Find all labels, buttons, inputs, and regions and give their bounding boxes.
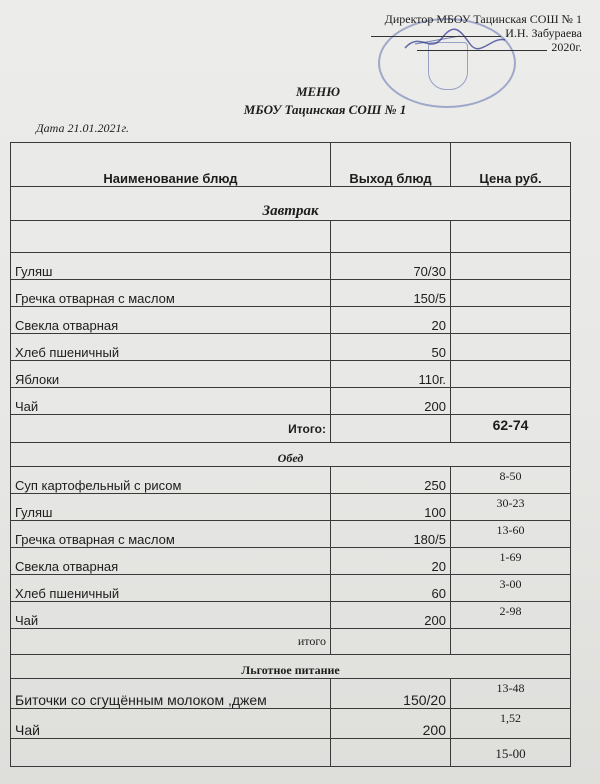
section-benefit-row — [11, 655, 571, 679]
benefit-sum-value: 15-00 — [451, 739, 571, 767]
table-row — [11, 602, 571, 629]
section-lunch-title: Обед — [11, 443, 571, 467]
dish-name: Хлеб пшеничный — [11, 334, 331, 361]
lunch-total-row — [11, 629, 571, 655]
dish-portion: 150/20 — [331, 679, 451, 709]
menu-table — [10, 142, 571, 767]
table-row — [11, 679, 571, 709]
breakfast-total-label: Итого: — [11, 415, 331, 443]
menu-header — [0, 84, 600, 118]
dish-portion: 110г. — [331, 361, 451, 388]
dish-price — [451, 361, 571, 388]
cell — [331, 221, 451, 253]
breakfast-total-value: 62-74 — [451, 415, 571, 443]
cell — [331, 415, 451, 443]
table-header-row — [11, 143, 571, 187]
col-header-portion: Выход блюд — [331, 143, 451, 187]
section-breakfast-row — [11, 187, 571, 221]
dish-price: 13-60 — [451, 521, 571, 548]
table-row — [11, 709, 571, 739]
table-row — [11, 388, 571, 415]
dish-name: Свекла отварная — [11, 548, 331, 575]
dish-price: 2-98 — [451, 602, 571, 629]
dish-price — [451, 307, 571, 334]
col-header-name: Наименование блюд — [11, 143, 331, 187]
dish-price: 1-69 — [451, 548, 571, 575]
menu-title: МЕНЮ — [295, 84, 341, 99]
table-row — [11, 334, 571, 361]
table-row — [11, 361, 571, 388]
dish-portion: 200 — [331, 388, 451, 415]
approval-name: И.Н. Забураева — [505, 26, 582, 40]
dish-portion: 180/5 — [331, 521, 451, 548]
approval-block — [332, 12, 582, 54]
table-row — [11, 253, 571, 280]
dish-name: Гуляш — [11, 253, 331, 280]
dish-name: Чай — [11, 388, 331, 415]
lunch-total-label: итого — [11, 629, 331, 655]
dish-name: Биточки со сгущённым молоком ,джем — [11, 679, 331, 709]
dish-name: Чай — [11, 709, 331, 739]
menu-date: Дата 21.01.2021г. — [36, 121, 129, 135]
cell — [331, 739, 451, 767]
cell — [451, 629, 571, 655]
dish-portion: 200 — [331, 709, 451, 739]
dish-portion: 70/30 — [331, 253, 451, 280]
cell — [331, 629, 451, 655]
table-row — [11, 307, 571, 334]
dish-name: Гречка отварная с маслом — [11, 521, 331, 548]
dish-name: Свекла отварная — [11, 307, 331, 334]
cell — [451, 221, 571, 253]
table-row — [11, 575, 571, 602]
dish-name: Гуляш — [11, 494, 331, 521]
dish-name: Яблоки — [11, 361, 331, 388]
dish-price — [451, 334, 571, 361]
benefit-sum-row — [11, 739, 571, 767]
dish-portion: 200 — [331, 602, 451, 629]
table-row — [11, 548, 571, 575]
approval-director: Директор МБОУ Тацинская СОШ № 1 — [384, 12, 582, 26]
dish-portion: 100 — [331, 494, 451, 521]
section-lunch-row — [11, 443, 571, 467]
breakfast-total-row — [11, 415, 571, 443]
dish-price: 3-00 — [451, 575, 571, 602]
spacer-row — [11, 221, 571, 253]
dish-price: 13-48 — [451, 679, 571, 709]
dish-portion: 60 — [331, 575, 451, 602]
signature-blank — [371, 36, 501, 37]
col-header-price: Цена руб. — [451, 143, 571, 187]
dish-price: 8-50 — [451, 467, 571, 494]
dish-name: Суп картофельный с рисом — [11, 467, 331, 494]
approval-year: 2020г. — [551, 40, 582, 54]
dish-portion: 150/5 — [331, 280, 451, 307]
approval-name-line — [332, 26, 582, 40]
dish-price — [451, 280, 571, 307]
table-row — [11, 280, 571, 307]
dish-name: Гречка отварная с маслом — [11, 280, 331, 307]
dish-portion: 20 — [331, 307, 451, 334]
dish-price: 1,52 — [451, 709, 571, 739]
approval-year-line — [332, 40, 582, 54]
school-name: МБОУ Тацинская СОШ № 1 — [243, 102, 407, 117]
date-blank — [417, 50, 547, 51]
section-breakfast-title: Завтрак — [11, 187, 571, 221]
dish-portion: 50 — [331, 334, 451, 361]
section-benefit-title: Льготное питание — [11, 655, 571, 679]
table-row — [11, 521, 571, 548]
dish-price — [451, 388, 571, 415]
dish-price — [451, 253, 571, 280]
dish-portion: 250 — [331, 467, 451, 494]
cell — [11, 739, 331, 767]
cell — [11, 221, 331, 253]
dish-price: 30-23 — [451, 494, 571, 521]
table-row — [11, 467, 571, 494]
dish-portion: 20 — [331, 548, 451, 575]
dish-name: Хлеб пшеничный — [11, 575, 331, 602]
dish-name: Чай — [11, 602, 331, 629]
table-row — [11, 494, 571, 521]
